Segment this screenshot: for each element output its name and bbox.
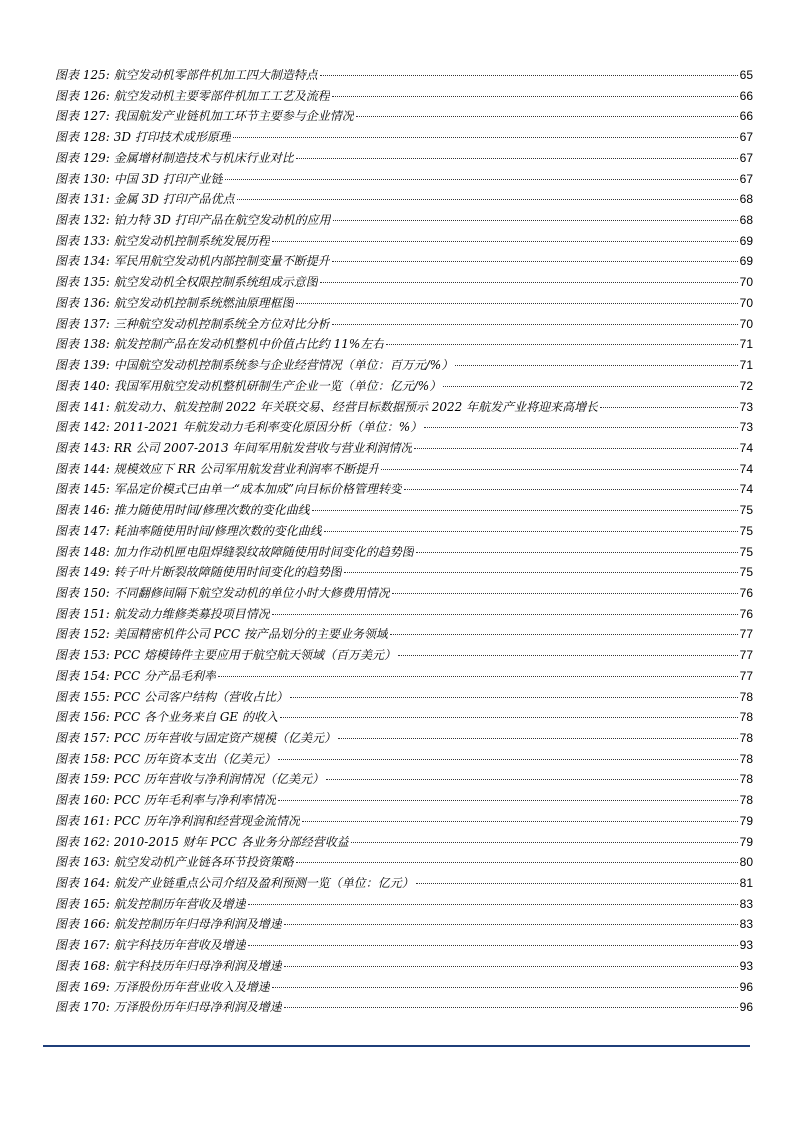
toc-entry-page-number: 73 <box>739 399 753 414</box>
toc-entry-page-number: 79 <box>739 834 753 849</box>
toc-entry[interactable] <box>55 646 753 667</box>
toc-entry[interactable] <box>55 356 753 377</box>
toc-entry-page-number: 78 <box>739 793 753 808</box>
toc-entry-page-number: 78 <box>739 772 753 787</box>
toc-entry-title: 转子叶片断裂故障随使用时间变化的趋势图 <box>113 565 342 580</box>
toc-entry-title: 军民用航空发动机内部控制变量不断提升 <box>113 254 330 269</box>
toc-entry[interactable] <box>55 211 753 232</box>
toc-entry-label: 图表 147: <box>55 523 110 538</box>
toc-entry-title: 中国航空发动机控制系统参与企业经营情况（单位：百万元/%） <box>113 358 454 373</box>
toc-entry-title: PCC 历年毛利率与净利率情况 <box>113 793 277 808</box>
toc-entry-page-number: 68 <box>739 213 753 228</box>
toc-entry-label: 图表 149: <box>55 565 110 580</box>
toc-entry-page-number: 67 <box>739 171 753 186</box>
toc-entry-label: 图表 144: <box>55 461 110 476</box>
toc-entry[interactable] <box>55 522 753 543</box>
toc-entry-page-number: 78 <box>739 751 753 766</box>
toc-entry-page-number: 74 <box>739 482 753 497</box>
toc-entry-label: 图表 145: <box>55 482 110 497</box>
toc-entry[interactable] <box>55 439 753 460</box>
toc-entry-label: 图表 132: <box>55 213 110 228</box>
toc-entry-page-number: 67 <box>739 130 753 145</box>
toc-entry-label: 图表 150: <box>55 585 110 600</box>
toc-entry-label: 图表 153: <box>55 648 110 663</box>
toc-entry-title: PCC 历年营收与净利润情况（亿美元） <box>113 772 325 787</box>
toc-entry[interactable] <box>55 87 753 108</box>
toc-entry-label: 图表 169: <box>55 979 110 994</box>
toc-entry[interactable] <box>55 708 753 729</box>
footer-divider <box>43 1045 750 1047</box>
toc-entry-label: 图表 128: <box>55 130 110 145</box>
toc-entry-label: 图表 131: <box>55 192 110 207</box>
toc-entry-page-number: 78 <box>739 731 753 745</box>
toc-entry-page-number: 75 <box>739 503 753 518</box>
toc-entry-leader <box>416 552 738 553</box>
toc-entry[interactable] <box>55 625 753 646</box>
toc-entry-label: 图表 141: <box>55 399 110 414</box>
toc-entry-label: 图表 160: <box>55 793 110 808</box>
toc-entry-page-number: 70 <box>739 275 753 290</box>
toc-entry-leader <box>404 489 738 490</box>
toc-entry-page-number: 93 <box>739 938 753 953</box>
toc-entry-title: 加力作动机匣电阻焊缝裂纹故障随使用时间变化的趋势图 <box>113 544 414 559</box>
toc-entry-leader <box>332 96 738 97</box>
toc-entry-title: 规模效应下 RR 公司军用航发营业利润率不断提升 <box>113 461 380 476</box>
toc-entry[interactable] <box>55 460 753 481</box>
toc-entry-page-number: 70 <box>739 295 753 310</box>
toc-entry-title: 三种航空发动机控制系统全方位对比分析 <box>113 316 330 331</box>
toc-entry-label: 图表 140: <box>55 378 110 393</box>
toc-entry[interactable] <box>55 273 753 294</box>
toc-entry[interactable] <box>55 398 753 419</box>
toc-entry-leader <box>344 572 738 573</box>
toc-entry-label: 图表 135: <box>55 275 110 290</box>
toc-entry-title: 2011-2021 年航发动力毛利率变化原因分析（单位：%） <box>113 420 423 435</box>
toc-entry-title: 万泽股份历年归母净利润及增速 <box>113 1000 282 1015</box>
toc-entry-title: 航发产业链重点公司介绍及盈利预测一览（单位：亿元） <box>113 876 414 891</box>
toc-entry-page-number: 76 <box>739 606 753 621</box>
toc-entry[interactable] <box>55 791 753 812</box>
toc-entry-label: 图表 151: <box>55 606 110 621</box>
toc-entry-title: PCC 各个业务来自 GE 的收入 <box>113 710 278 725</box>
toc-entry-title: PCC 公司客户结构（营收占比） <box>113 689 289 704</box>
toc-entry-title: 中国 3D 打印产业链 <box>113 171 223 186</box>
toc-entry[interactable] <box>55 190 753 211</box>
toc-entry[interactable] <box>55 543 753 564</box>
toc-entry[interactable] <box>55 66 753 87</box>
toc-entry-leader <box>225 179 738 180</box>
toc-entry-title: RR 公司 2007-2013 年间军用航发营收与营业利润情况 <box>113 440 413 455</box>
toc-entry-label: 图表 157: <box>55 731 110 745</box>
toc-entry-label: 图表 161: <box>55 813 110 828</box>
toc-entry-title: PCC 历年营收与固定资产规模（亿美元） <box>113 731 337 745</box>
toc-entry-title: PCC 历年资本支出（亿美元） <box>113 751 277 766</box>
toc-entry[interactable] <box>55 936 753 957</box>
toc-entry-title: PCC 历年净利润和经营现金流情况 <box>113 813 301 828</box>
toc-entry[interactable] <box>55 501 753 522</box>
toc-entry-leader <box>290 697 738 698</box>
toc-entry-label: 图表 165: <box>55 896 110 911</box>
toc-entry-leader <box>381 469 737 470</box>
toc-entry-label: 图表 162: <box>55 834 110 849</box>
toc-entry-leader <box>386 344 737 345</box>
toc-entry[interactable] <box>55 584 753 605</box>
toc-entry-title: 航空发动机零部件机加工四大制造特点 <box>113 68 318 82</box>
toc-entry-title: PCC 分产品毛利率 <box>113 668 217 683</box>
toc-entry-label: 图表 170: <box>55 1000 110 1015</box>
toc-entry-label: 图表 156: <box>55 710 110 725</box>
toc-entry[interactable] <box>55 128 753 149</box>
toc-entry-page-number: 96 <box>739 1000 753 1015</box>
toc-entry-leader <box>248 904 738 905</box>
toc-entry[interactable] <box>55 750 753 771</box>
toc-entry-label: 图表 127: <box>55 109 110 124</box>
toc-entry-title: 航发控制产品在发动机整机中价值占比约 11%左右 <box>113 337 385 352</box>
toc-entry-leader <box>284 1007 738 1008</box>
toc-entry-title: 航空发动机控制系统发展历程 <box>113 233 270 248</box>
toc-entry-page-number: 70 <box>739 316 753 331</box>
toc-entry-page-number: 73 <box>739 420 753 435</box>
toc-entry-leader <box>272 987 738 988</box>
toc-entry-title: 我国航发产业链机加工环节主要参与企业情况 <box>113 109 354 124</box>
toc-entry-title: 万泽股份历年营业收入及增速 <box>113 979 270 994</box>
toc-entry-page-number: 75 <box>739 523 753 538</box>
toc-entry-page-number: 83 <box>739 896 753 911</box>
toc-entry[interactable] <box>55 170 753 191</box>
toc-entry-leader <box>296 158 738 159</box>
toc-entry-leader <box>320 75 738 76</box>
toc-entry-leader <box>278 800 738 801</box>
toc-entry-page-number: 67 <box>739 150 753 165</box>
toc-entry-title: 航空发动机主要零部件机加工工艺及流程 <box>113 88 330 103</box>
toc-entry-title: 航宇科技历年归母净利润及增速 <box>113 958 282 973</box>
toc-entry-leader <box>312 510 738 511</box>
toc-entry-page-number: 65 <box>739 68 753 82</box>
toc-entry-page-number: 72 <box>739 378 753 393</box>
toc-entry-leader <box>296 862 738 863</box>
toc-entry-label: 图表 139: <box>55 358 110 373</box>
toc-entry-label: 图表 168: <box>55 958 110 973</box>
toc-entry-title: 金属增材制造技术与机床行业对比 <box>113 150 294 165</box>
toc-entry-label: 图表 138: <box>55 337 110 352</box>
toc-entry-leader <box>333 220 738 221</box>
toc-entry-title: 军品定价模式已由单一“成本加成”向目标价格管理转变 <box>113 482 403 497</box>
toc-entry-page-number: 79 <box>739 813 753 828</box>
toc-entry-page-number: 76 <box>739 585 753 600</box>
toc-entry[interactable] <box>55 729 753 750</box>
toc-entry-label: 图表 164: <box>55 876 110 891</box>
toc-entry-leader <box>233 137 738 138</box>
toc-entry-label: 图表 143: <box>55 440 110 455</box>
toc-entry-label: 图表 142: <box>55 420 110 435</box>
toc-entry-page-number: 66 <box>739 109 753 124</box>
toc-entry-label: 图表 137: <box>55 316 110 331</box>
toc-entry-label: 图表 155: <box>55 689 110 704</box>
toc-entry-page-number: 77 <box>739 668 753 683</box>
toc-entry-title: 航空发动机产业链各环节投资策略 <box>113 855 294 870</box>
toc-entry-page-number: 96 <box>739 979 753 994</box>
toc-entry-page-number: 71 <box>739 337 753 352</box>
toc-entry-leader <box>324 531 738 532</box>
toc-entry[interactable] <box>55 833 753 854</box>
toc-entry-label: 图表 152: <box>55 627 110 642</box>
toc-entry-title: 2010-2015 财年 PCC 各业务分部经营收益 <box>113 834 349 849</box>
toc-entry-leader <box>398 655 738 656</box>
toc-entry-leader <box>351 842 738 843</box>
toc-entry-page-number: 75 <box>739 544 753 559</box>
toc-entry-page-number: 74 <box>739 461 753 476</box>
toc-entry-title: 航空发动机控制系统燃油原理框图 <box>113 295 294 310</box>
toc-entry-title: 航发控制历年归母净利润及增速 <box>113 917 282 932</box>
toc-entry[interactable] <box>55 315 753 336</box>
toc-entry-leader <box>332 261 738 262</box>
toc-entry-label: 图表 167: <box>55 938 110 953</box>
toc-entry-page-number: 77 <box>739 627 753 642</box>
toc-entry[interactable] <box>55 770 753 791</box>
toc-entry-label: 图表 148: <box>55 544 110 559</box>
toc-entry-title: 不同翻修间隔下航空发动机的单位小时大修费用情况 <box>113 585 390 600</box>
toc-entry-leader <box>237 199 738 200</box>
toc-entry-label: 图表 125: <box>55 68 110 82</box>
toc-entry[interactable] <box>55 107 753 128</box>
toc-entry-leader <box>218 676 738 677</box>
toc-entry-label: 图表 163: <box>55 855 110 870</box>
toc-entry-label: 图表 126: <box>55 88 110 103</box>
toc-entry-page-number: 66 <box>739 88 753 103</box>
toc-entry-leader <box>284 924 738 925</box>
toc-entry-leader <box>416 883 738 884</box>
toc-entry-label: 图表 146: <box>55 503 110 518</box>
toc-entry[interactable] <box>55 294 753 315</box>
toc-entry-label: 图表 166: <box>55 917 110 932</box>
toc-entry[interactable] <box>55 978 753 999</box>
toc-entry-label: 图表 136: <box>55 295 110 310</box>
toc-entry[interactable] <box>55 605 753 626</box>
toc-entry[interactable] <box>55 377 753 398</box>
toc-entry-leader <box>280 717 738 718</box>
toc-entry-page-number: 69 <box>739 233 753 248</box>
toc-entry-leader <box>455 365 737 366</box>
toc-entry-title: 航宇科技历年营收及增速 <box>113 938 246 953</box>
toc-entry[interactable] <box>55 667 753 688</box>
toc-entry-title: 我国军用航空发动机整机研制生产企业一览（单位：亿元/%） <box>113 378 442 393</box>
toc-entry-page-number: 81 <box>739 876 753 891</box>
toc-entry-title: 美国精密机件公司 PCC 按产品划分的主要业务领域 <box>113 627 388 642</box>
toc-entry-page-number: 77 <box>739 648 753 663</box>
toc-entry[interactable] <box>55 335 753 356</box>
toc-entry-label: 图表 154: <box>55 668 110 683</box>
toc-entry-title: 铂力特 3D 打印产品在航空发动机的应用 <box>113 213 331 228</box>
toc-entry[interactable] <box>55 252 753 273</box>
toc-entry-leader <box>278 759 738 760</box>
toc-entry-leader <box>248 945 738 946</box>
toc-entry-label: 图表 133: <box>55 233 110 248</box>
toc-entry-title: 航空发动机全权限控制系统组成示意图 <box>113 275 318 290</box>
toc-entry-leader <box>390 634 738 635</box>
toc-entry-leader <box>272 614 738 615</box>
toc-entry-page-number: 78 <box>739 689 753 704</box>
table-of-figures <box>55 66 753 1019</box>
toc-entry-leader <box>272 241 738 242</box>
toc-entry-leader <box>284 966 738 967</box>
toc-entry-title: 航发动力维修类募投项目情况 <box>113 606 270 621</box>
toc-entry-leader <box>443 386 737 387</box>
toc-entry-title: PCC 熔模铸件主要应用于航空航天领域（百万美元） <box>113 648 397 663</box>
toc-entry[interactable] <box>55 480 753 501</box>
toc-entry-page-number: 68 <box>739 192 753 207</box>
toc-entry-page-number: 75 <box>739 565 753 580</box>
toc-entry-leader <box>326 779 738 780</box>
toc-entry-leader <box>356 116 738 117</box>
toc-entry[interactable] <box>55 688 753 709</box>
toc-entry[interactable] <box>55 812 753 833</box>
toc-entry-label: 图表 130: <box>55 171 110 186</box>
toc-entry[interactable] <box>55 149 753 170</box>
toc-entry-label: 图表 158: <box>55 751 110 766</box>
toc-entry-leader <box>414 448 737 449</box>
toc-entry[interactable] <box>55 957 753 978</box>
toc-entry-title: 推力随使用时间/修理次数的变化曲线 <box>113 503 310 518</box>
toc-entry-page-number: 78 <box>739 710 753 725</box>
toc-entry-title: 3D 打印技术成形原理 <box>113 130 231 145</box>
toc-entry-leader <box>296 303 738 304</box>
toc-entry-leader <box>424 427 738 428</box>
toc-entry[interactable] <box>55 998 753 1019</box>
toc-entry-page-number: 74 <box>739 440 753 455</box>
toc-entry-label: 图表 134: <box>55 254 110 269</box>
toc-entry-leader <box>332 324 738 325</box>
toc-entry[interactable] <box>55 563 753 584</box>
toc-entry-page-number: 80 <box>739 855 753 870</box>
toc-entry-title: 航发动力、航发控制 2022 年关联交易、经营目标数据预示 2022 年航发产业将迎来高增长 <box>113 399 599 414</box>
toc-entry-leader <box>338 738 738 739</box>
toc-entry-leader <box>600 407 738 408</box>
toc-entry-label: 图表 129: <box>55 150 110 165</box>
toc-entry-leader <box>302 821 738 822</box>
toc-entry[interactable] <box>55 874 753 895</box>
toc-entry[interactable] <box>55 418 753 439</box>
toc-entry[interactable] <box>55 895 753 916</box>
toc-entry-label: 图表 159: <box>55 772 110 787</box>
toc-entry-page-number: 93 <box>739 958 753 973</box>
toc-entry-title: 航发控制历年营收及增速 <box>113 896 246 911</box>
toc-entry[interactable] <box>55 232 753 253</box>
toc-entry-title: 耗油率随使用时间/修理次数的变化曲线 <box>113 523 322 538</box>
toc-entry-page-number: 69 <box>739 254 753 269</box>
toc-entry[interactable] <box>55 853 753 874</box>
toc-entry-page-number: 71 <box>739 358 753 373</box>
toc-entry[interactable] <box>55 915 753 936</box>
toc-entry-title: 金属 3D 打印产品优点 <box>113 192 235 207</box>
toc-entry-leader <box>392 593 738 594</box>
toc-entry-leader <box>320 282 738 283</box>
toc-entry-page-number: 83 <box>739 917 753 932</box>
